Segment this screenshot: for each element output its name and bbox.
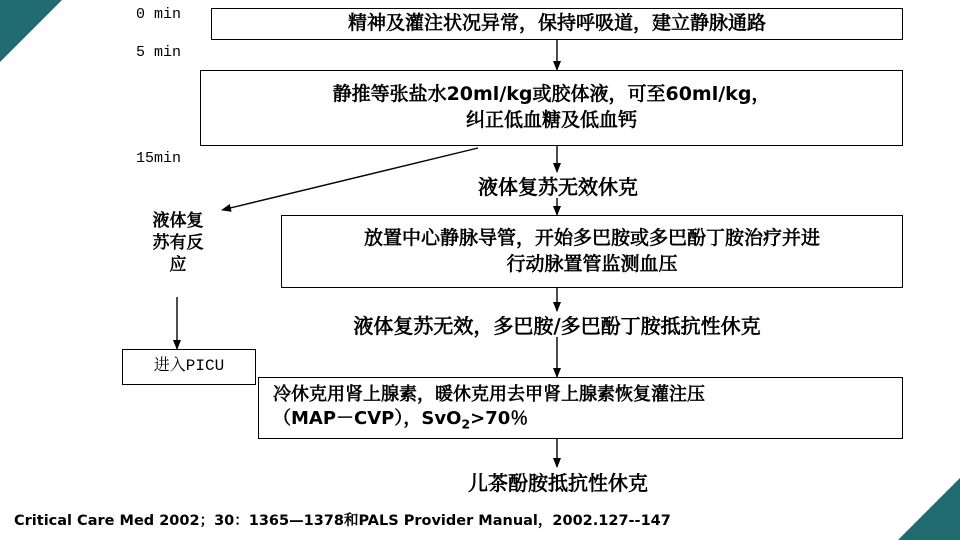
box-enter-picu-text: 进入PICU xyxy=(153,357,225,376)
label-fluid-responsive-line3: 应 xyxy=(169,255,187,276)
box-central-line-line2: 行动脉置管监测血压 xyxy=(506,252,678,275)
box-epinephrine-line2 xyxy=(273,407,894,433)
box-epinephrine-line1: 冷休克用肾上腺素，暖休克用去甲肾上腺素恢复灌注压 xyxy=(273,384,705,406)
time-label-5min: 5 min xyxy=(136,44,182,61)
label-catecholamine-resistant-shock: 儿茶酚胺抵抗性休克 xyxy=(468,471,648,495)
label-fluid-responsive xyxy=(131,210,225,276)
decorative-corner-bottom-right-icon xyxy=(898,478,960,540)
box-initial-assessment-text: 精神及灌注状况异常，保持呼吸道，建立静脉通路 xyxy=(347,12,766,35)
box-fluid-bolus xyxy=(200,70,903,146)
label-dopamine-resistant-shock: 液体复苏无效，多巴胺/多巴酚丁胺抵抗性休克 xyxy=(353,314,761,338)
box-central-line xyxy=(281,215,903,288)
label-fluid-responsive-line2: 苏有反 xyxy=(152,233,204,254)
box-fluid-bolus-line1: 静推等张盐水20ml/kg或胶体液，可至60ml/kg， xyxy=(332,83,771,106)
box-central-line-line1: 放置中心静脉导管，开始多巴胺或多巴酚丁胺治疗并进 xyxy=(363,226,820,249)
time-label-15min: 15min xyxy=(136,150,182,167)
box-enter-picu xyxy=(122,349,256,385)
box-epinephrine-line2-post: >70％ xyxy=(470,408,529,430)
time-label-0min: 0 min xyxy=(136,6,182,23)
footer-citation: Critical Care Med 2002；30：1365—1378和PALS Provider Manual，2002.127--147 xyxy=(14,513,671,529)
box-fluid-bolus-line2: 纠正低血糖及低血钙 xyxy=(465,109,637,131)
box-epinephrine-line2-sub: 2 xyxy=(461,416,471,432)
label-fluid-refractory-shock: 液体复苏无效休克 xyxy=(478,175,638,199)
box-initial-assessment xyxy=(211,8,903,40)
box-epinephrine xyxy=(258,377,903,439)
label-fluid-responsive-line1: 液体复 xyxy=(152,211,204,231)
box-epinephrine-line2-pre: （MAP－CVP），SvO xyxy=(273,408,462,430)
decorative-corner-top-left-icon xyxy=(0,0,62,62)
